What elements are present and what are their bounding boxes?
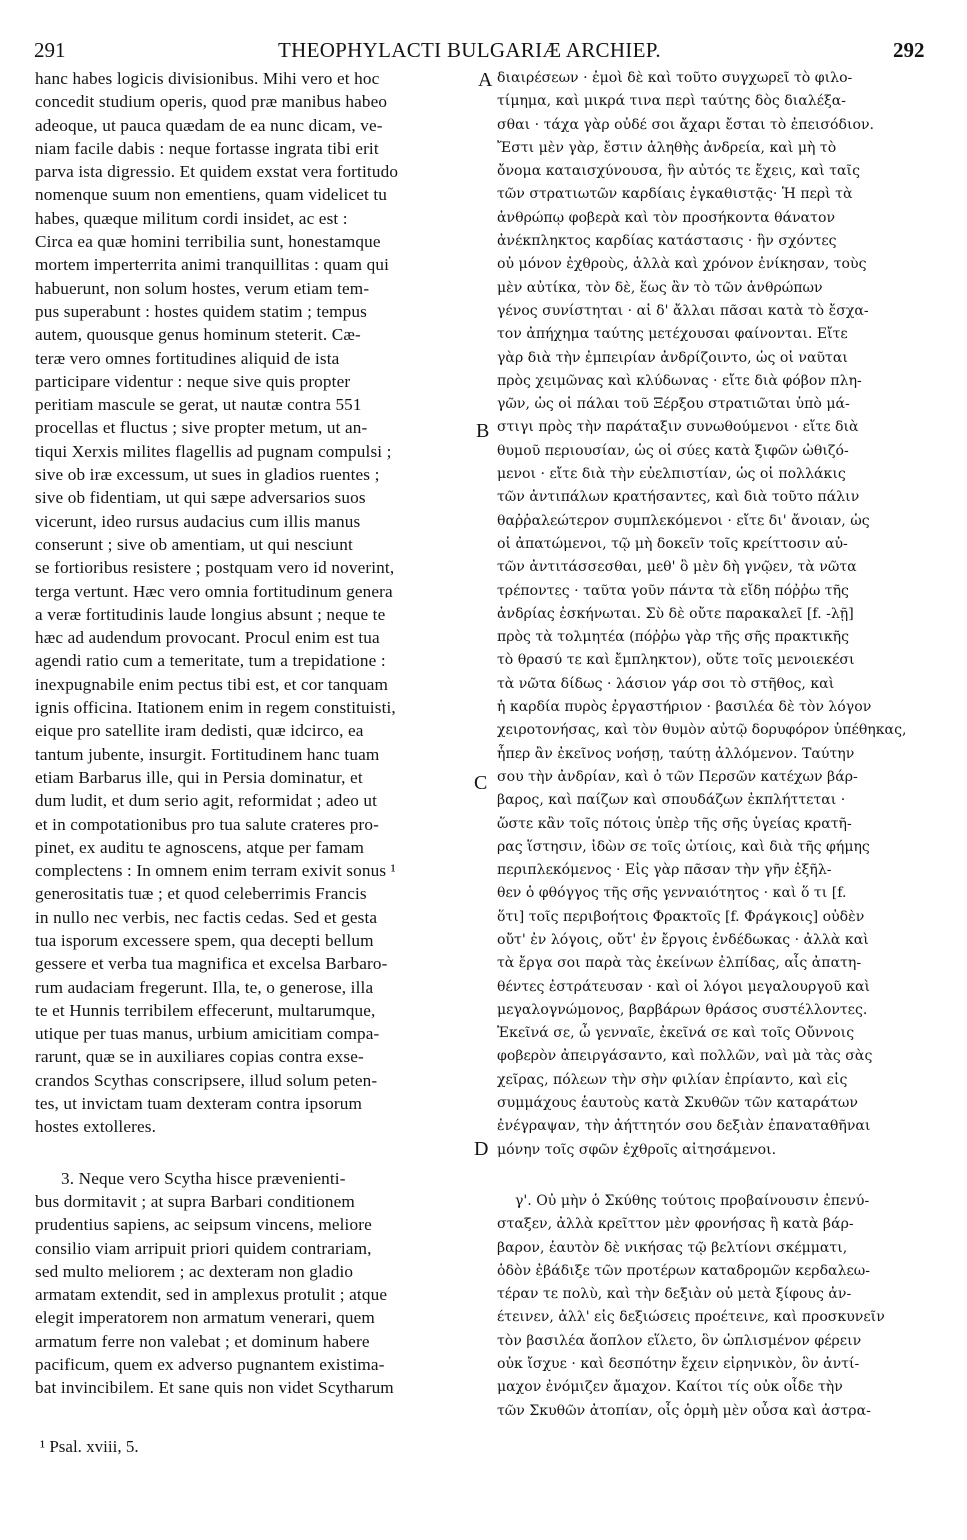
text-line: θέντες ἐστράτευσαν · καὶ οἱ λόγοι μεγαλουργοῦ καὶ	[497, 978, 871, 995]
text-line: rum audaciam fregerunt. Illa, te, o generose, illa	[35, 977, 374, 997]
latin-text-column	[35, 67, 467, 1400]
text-line: μεγαλογνώμονος, βαρβάρων θράσος συστέλλοντες.	[497, 1001, 868, 1018]
text-line: sed multo meliorem ; ac dexteram non gladio	[35, 1261, 354, 1281]
text-line: τῶν στρατιωτῶν καρδίαις ἐγκαθιστᾷς· Ἡ περὶ τὰ	[497, 186, 853, 203]
text-line: peritiam mascule se gerat, ut nautæ contra 551	[35, 395, 362, 415]
text-line: crandos Scythas conscripsere, illud solum peten-	[35, 1070, 378, 1090]
margin-marker-d: D	[474, 1138, 489, 1160]
text-line: μὲν αὐτίκα, τὸν δὲ, ἕως ἂν τὸ τῶν ἀνθρώπων	[497, 279, 823, 296]
text-line: θεν ὁ φθόγγος τῆς σῆς γενναιότητος · καὶ ὅ τι [f.	[497, 885, 847, 902]
text-line: pacificum, quem ex adverso pugnantem existima-	[35, 1355, 385, 1375]
running-title: THEOPHYLACTI BULGARIÆ ARCHIEP.	[278, 38, 661, 62]
text-line: φοβερὸν ἀπειργάσαντο, καὶ πολλῶν, ναὶ μὰ τὰς σὰς	[497, 1048, 873, 1065]
text-line: prudentius sapiens, ac seipsum vincens, meliore	[35, 1215, 372, 1235]
text-line: utique per tuas manus, urbium amicitiam compa-	[35, 1024, 380, 1044]
text-line: γὰρ διὰ τὴν ἐμπειρίαν ἀνδρίζοιντο, ὡς οἱ ναῦται	[497, 349, 848, 366]
greek-text-column	[497, 67, 940, 1423]
text-line: τῶν ἀντιτάσσεσθαι, μεθ' ὃ μὲν δὴ γνῷεν, τὰ νῶτα	[497, 559, 857, 576]
text-line: πρὸς τὰ τολμητέα (πόῤῥω γὰρ τῆς σῆς πρακτικῆς	[497, 629, 850, 646]
text-line: ρας ἵστησιν, ἰδὼν σε τοῖς ὠτίοις, καὶ διὰ τῆς φήμης	[497, 838, 870, 855]
text-line: βαρος, καὶ παίζων καὶ σπουδάζων ἐκπλήττεται ·	[497, 792, 846, 809]
text-line: bat invincibilem. Et sane quis non videt Scytharum	[35, 1378, 394, 1398]
text-line: consilio viam arripuit priori quidem contrariam,	[35, 1238, 372, 1258]
text-line: ὅτι] τοῖς περιβοήτοις Φρακτοῖς [f. Φράγκοις] οὐδὲν	[497, 908, 865, 925]
text-line: μαχον ἐνόμιζεν ἄμαχον. Καίτοι τίς οὐκ οἶδε τὴν	[497, 1379, 843, 1396]
text-line: pinet, ex auditu te agnoscens, atque per famam	[35, 837, 365, 857]
paragraph-gap	[497, 1162, 940, 1190]
footnote: ¹ Psal. xviii, 5.	[40, 1437, 139, 1456]
text-line: Ἐκεῖνά σε, ὦ γενναῖε, ἐκεῖνά σε καὶ τοῖς Οὔννοις	[497, 1025, 855, 1042]
text-line: mortem imperterrita animi tranquillitas : quam qui	[35, 255, 390, 275]
text-line: πρὸς χειμῶνας καὶ κλύδωνας · εἴτε διὰ φόβον πλη-	[497, 372, 862, 389]
text-line: in nullo nec verbis, nec factis cedas. Sed et gesta	[35, 907, 378, 927]
text-line: complectens : In omnem enim terram exivit sonus ¹	[35, 861, 396, 881]
text-line: ὄνομα καταισχύνουσα, ἣν αὐτός τε ἔχεις, καὶ ταῖς	[497, 163, 860, 180]
text-line: ἀνδρίας ἐσκήνωται. Σὺ δὲ οὔτε παρακαλεῖ [f. -λῇ]	[497, 605, 854, 622]
text-line: τέραν τε πολὺ, καὶ τὴν δεξιὰν οὐ μετὰ ξίφους ἀν-	[497, 1286, 852, 1303]
text-line: τρέποντες · ταῦτα γοῦν πάντα τὰ εἴδη πόῤῥω τῆς	[497, 582, 849, 599]
text-line: ignis officina. Itationem enim in regem constituisti,	[35, 698, 396, 718]
text-line: adeoque, ut pauca quædam de ea nunc dicam, ve-	[35, 115, 383, 135]
text-line: τίμημα, καὶ μικρά τινα περὶ ταύτης δὸς διαλέξα-	[497, 93, 847, 110]
text-line: ἧπερ ἂν ἐκεῖνος νοήσῃ, ταύτῃ ἀλλόμενον. Ταύτην	[497, 745, 855, 762]
text-line: procellas et fluctus ; sive propter metum, ut an-	[35, 418, 368, 438]
text-line: χεῖρας, πόλεων τὴν σὴν φιλίαν ἐπρίαντο, καὶ εἰς	[497, 1071, 848, 1088]
text-line: tiqui Xerxis milites flagellis ad pugnam compulsi ;	[35, 441, 392, 461]
text-line: σταξεν, ἀλλὰ κρεῖττον μὲν φρονήσας ἢ κατὰ βάρ-	[497, 1216, 854, 1233]
margin-marker-a: A	[478, 69, 493, 91]
text-line: rarunt, quæ se in auxiliares copias contra exse-	[35, 1047, 364, 1067]
text-line: συμμάχους ἑαυτοὺς κατὰ Σκυθῶν τῶν καταράτων	[497, 1095, 858, 1112]
text-line: hostes extolleres.	[35, 1117, 157, 1137]
text-line: ἀνθρώπῳ φοβερὰ καὶ τὸν προσήκοντα θάνατον	[497, 209, 836, 226]
text-line: et in compotationibus pro tua salute crateres pro-	[35, 814, 379, 834]
text-line: θυμοῦ περιουσίαν, ὡς οἱ σύες κατὰ ξιφῶν ὠθιζό-	[497, 442, 849, 459]
text-line: 3. Neque vero Scytha hisce prævenienti-	[61, 1168, 346, 1188]
text-line: pus superabunt : hostes quidem statim ; tempus	[35, 301, 368, 321]
text-line: γῶν, ὡς οἱ πάλαι τοῦ Ξέρξου στρατιῶται ὑπὸ μά-	[497, 396, 850, 413]
text-line: τὰ ἔργα σοι παρὰ τὰς ἐκείνων ἐλπίδας, αἷς ἀπατη-	[497, 955, 862, 972]
text-line: inexpugnabile enim pectus tibi est, et cor tanquam	[35, 674, 389, 694]
text-line: τὸν βασιλέα ἄοπλον εἵλετο, ὃν ὡπλισμένον φέρειν	[497, 1332, 862, 1349]
text-line: hæc ad audendum provocant. Procul enim est tua	[35, 628, 380, 648]
margin-marker-b: B	[476, 420, 490, 442]
text-line: etiam Barbarus ille, qui in Persia dominatur, et	[35, 767, 363, 787]
text-line: tua isporum excessere spem, qua decepti bellum	[35, 930, 374, 950]
text-line: parva ista digressio. Et quidem exstat vera fortitudo	[35, 162, 399, 182]
text-line: tes, ut invictam tuam dexteram contra ipsorum	[35, 1094, 363, 1114]
text-line: sive ob fidentiam, ut qui sæpe adversarios suos	[35, 488, 366, 508]
text-line: οὔτ' ἐν λόγοις, οὔτ' ἐν ἔργοις ἐνδέδωκας · ἀλλὰ καὶ	[497, 931, 869, 948]
text-line: έτεινεν, ἀλλ' εἰς δεξιώσεις προέτεινε, καὶ προσκυνεῖν	[497, 1309, 885, 1326]
text-line: conserunt ; sive ob amentiam, ut qui nesciunt	[35, 534, 353, 554]
text-line: armatum ferre non valebat ; et dominum habere	[35, 1331, 370, 1351]
text-line: habuerunt, non solum hostes, verum etiam tem-	[35, 278, 370, 298]
text-line: τῶν ἀντιπάλων κρατήσαντες, καὶ διὰ τοῦτο πάλιν	[497, 489, 860, 506]
page-number-left: 291	[34, 38, 66, 62]
text-line: bus dormitavit ; at supra Barbari conditionem	[35, 1191, 355, 1211]
text-line: a veræ fortitudinis laude longius absunt ; neque te	[35, 604, 386, 624]
text-line: γ'. Οὐ μὴν ὁ Σκύθης τούτοις προβαίνουσιν ἐπενύ-	[515, 1192, 870, 1209]
text-line: βαρον, ἑαυτὸν δὲ νικήσας τῷ βελτίονι σκέμματι,	[497, 1239, 848, 1256]
text-line: στιγι πρὸς τὴν παράταξιν συνωθούμενοι · εἴτε διὰ	[497, 419, 859, 436]
text-line: elegit imperatorem non armatum venerari, quem	[35, 1308, 375, 1328]
text-line: autem, quousque genus hominum steterit. Cæ-	[35, 325, 361, 345]
text-line: τὸ θρασύ τε καὶ ἔμπληκτον), οὔτε τοῖς μενοιεκέσι	[497, 652, 855, 669]
text-line: nomenque suum non ementiens, quam videlicet tu	[35, 185, 388, 205]
text-line: vicerunt, ideo rursus audacius cum illis manus	[35, 511, 361, 531]
text-line: τῶν Σκυθῶν ἀτοπίαν, οἷς ὁρμὴ μὲν οὖσα καὶ ἀστρα-	[497, 1402, 871, 1419]
text-line: agendi ratio cum a temeritate, tum a trepidatione :	[35, 651, 386, 671]
text-line: eique pro satellite iram dedisti, quæ idcirco, ea	[35, 721, 364, 741]
text-line: sive ob iræ excessum, ut sues in gladios ruentes ;	[35, 465, 380, 485]
text-line: οἱ ἀπατώμενοι, τῷ μὴ δοκεῖν τοῖς κρείττοσιν αὐ-	[497, 535, 848, 552]
text-line: διαιρέσεων · ἐμοὶ δὲ καὶ τοῦτο συγχωρεῖ τὸ φιλο-	[497, 70, 853, 86]
text-line: χειροτονήσας, καὶ τὸν θυμὸν αὐτῷ δορυφόρον ὑπέθηκας,	[497, 722, 907, 739]
text-line: μενοι · εἴτε διὰ τὴν εὐελπιστίαν, ὡς οἱ πολλάκις	[497, 466, 846, 483]
text-line: armatam extendit, sed in amplexus protulit ; atque	[35, 1285, 388, 1305]
text-line: se fortioribus resistere ; postquam vero id noverint,	[35, 558, 395, 578]
text-line: Circa ea quæ homini terribilia sunt, honestamque	[35, 232, 381, 252]
text-line: hanc habes logicis divisionibus. Mihi vero et hoc	[35, 69, 380, 88]
text-line: τον ἀπήχημα ταύτης μετέχουσαι φαίνονται. Εἴτε	[497, 326, 848, 343]
text-line: ἡ καρδία πυρὸς ἐργαστήριον · βασιλέα δὲ τὸν λόγον	[497, 699, 872, 716]
margin-marker-c: C	[474, 772, 488, 794]
text-line: concedit studium operis, quod præ manibus habeo	[35, 92, 388, 112]
text-line: σου τὴν ἀνδρίαν, καὶ ὁ τῶν Περσῶν κατέχων βάρ-	[497, 768, 858, 785]
paragraph-gap	[35, 1139, 467, 1167]
text-line: γένος συνίστηται · αἱ δ' ἄλλαι πᾶσαι κατὰ τὸ ἔσχα-	[497, 302, 869, 319]
text-line: ἐνέγραψαν, τὴν ἀήττητόν σου δεξιὰν ἐπαναταθῆναι	[497, 1118, 871, 1135]
text-line: tantum jubente, insurgit. Fortitudinem hanc tuam	[35, 744, 380, 764]
text-line: terga vertunt. Hæc vero omnia fortitudinum genera	[35, 581, 393, 601]
text-line: habes, quæque militum cordi insidet, ac est :	[35, 208, 348, 228]
text-line: ὥστε κἂν τοῖς πότοις ὑπὲρ τῆς σῆς ὑγείας κρατῆ-	[497, 815, 852, 832]
text-line: περιπλεκόμενος · Εἰς γὰρ πᾶσαν τὴν γῆν ἐξῆλ-	[497, 862, 832, 879]
text-line: gessere et verba tua magnifica et excelsa Barbaro-	[35, 954, 388, 974]
text-line: generositatis tuæ ; et quod celeberrimis Francis	[35, 884, 367, 904]
text-line: οὐκ ἴσχυε · καὶ δεσπότην ἔχειν εἰρηνικὸν, ὃν ἀντί-	[497, 1356, 860, 1373]
text-line: Ἔστι μὲν γὰρ, ἔστιν ἀληθὴς ἀνδρεία, καὶ μὴ τὸ	[497, 139, 837, 156]
text-line: participare videntur : neque sive quis propter	[35, 371, 351, 391]
text-line: te et Hunnis terribilem effecerunt, multarumque,	[35, 1000, 376, 1020]
page-number-right: 292	[893, 38, 925, 62]
text-line: dum ludit, et dum serio agit, reformidat ; adeo ut	[35, 791, 378, 811]
text-line: niam facile dabis : neque fortasse ingrata tibi erit	[35, 138, 379, 158]
text-line: σθαι · τάχα γὰρ οὐδέ σοι ἄχαρι ἔσται τὸ ἐπεισόδιον.	[497, 116, 875, 133]
text-line: τὰ νῶτα δίδως · λάσιον γάρ σοι τὸ στῆθος, καὶ	[497, 675, 835, 692]
text-line: ὁδὸν ἐβάδιξε τῶν προτέρων καταδρομῶν κερδαλεω-	[497, 1262, 871, 1279]
text-line: θαῤῥαλεώτερον συμπλεκόμενοι · εἴτε δι' ἄνοιαν, ὡς	[497, 512, 870, 529]
text-line: teræ vero omnes fortitudines aliquid de ista	[35, 348, 340, 368]
text-line: μόνην τοῖς σφῶν ἐχθροῖς αἰτησάμενοι.	[497, 1141, 777, 1158]
text-line: ἀνέκπληκτος καρδίας κατάστασις · ἣν σχόντες	[497, 233, 837, 250]
text-line: οὐ μόνον ἐχθροὺς, ἀλλὰ καὶ χρόνον ἐνίκησαν, τοὺς	[497, 256, 867, 273]
